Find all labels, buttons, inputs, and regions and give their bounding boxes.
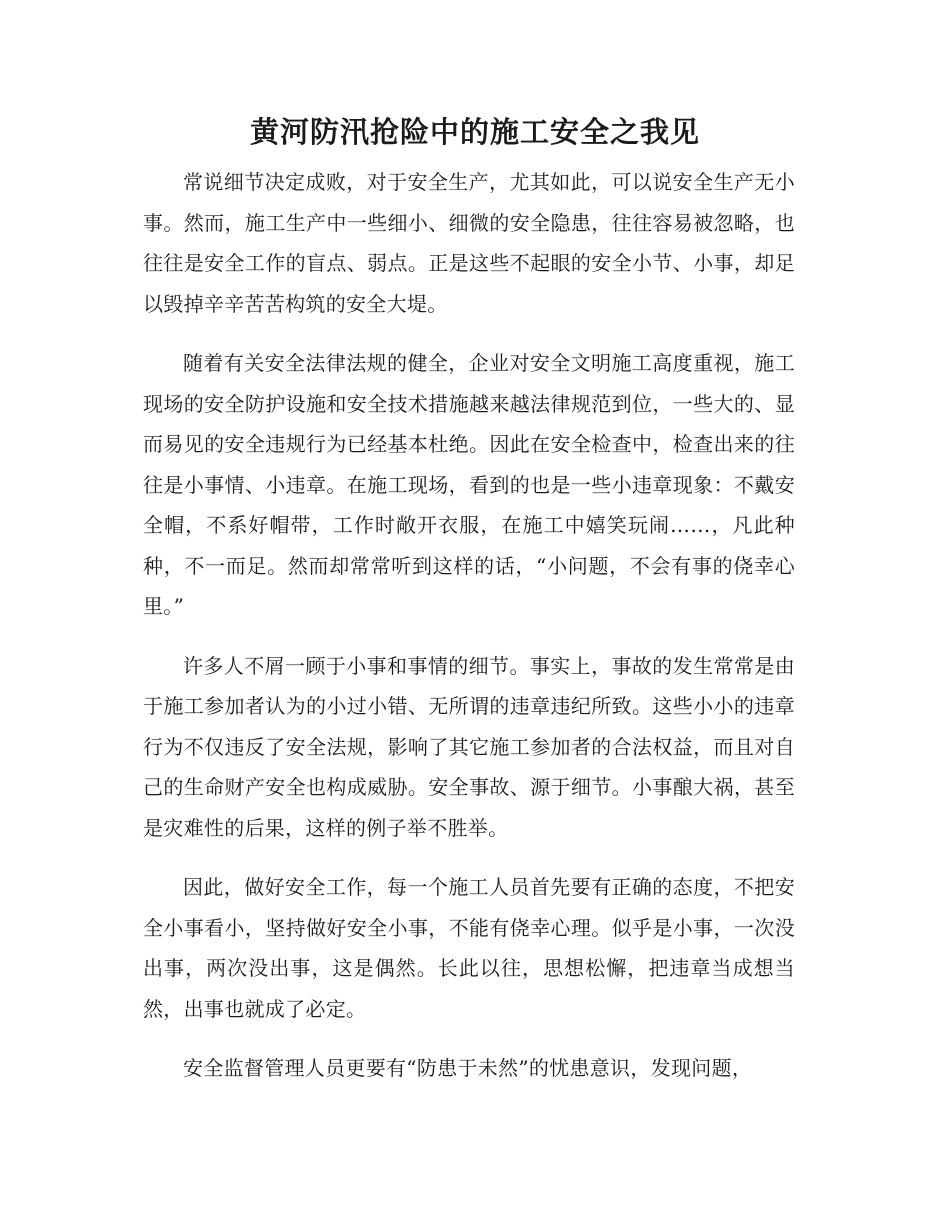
- document-title: 黄河防汛抢险中的施工安全之我见: [249, 115, 700, 149]
- paragraph: 常说细节决定成败，对于安全生产，尤其如此，可以说安全生产无小事。然而，施工生产中一些细小、细微的安全隐患，往往容易被忽略，也往往是安全工作的盲点、弱点。正是这些不起眼的安全小节、小事，却足以毁掉辛辛苦苦构筑的安全大堤。: [143, 170, 795, 316]
- paragraph: 因此，做好安全工作，每一个施工人员首先要有正确的态度，不把安全小事看小，坚持做好安全小事，不能有侥幸心理。似乎是小事，一次没出事，两次没出事，这是偶然。长此以往，思想松懈，把违章当成想当然，出事也就成了必定。: [143, 875, 795, 1021]
- paragraph: 许多人不屑一顾于小事和事情的细节。事实上，事故的发生常常是由于施工参加者认为的小过小错、无所谓的违章违纪所致。这些小小的违章行为不仅违反了安全法规，影响了其它施工参加者的合法权益，而且对自己的生命财产安全也构成威胁。安全事故、源于细节。小事酿大祸，甚至是灾难性的后果，这样的例子举不胜举。: [143, 653, 795, 840]
- paragraph: 随着有关安全法律法规的健全，企业对安全文明施工高度重视，施工现场的安全防护设施和安全技术措施越来越法律规范到位，一些大的、显而易见的安全违规行为已经基本杜绝。因此在安全检查中，检查出来的往往是小事情、小违章。在施工现场，看到的也是一些小违章现象：不戴安全帽，不系好帽带，工作时敞开衣服，在施工中嬉笑玩闹……，凡此种种，不一而足。然而却常常听到这样的话，“小问题，不会有事的侥幸心里。”: [143, 351, 795, 618]
- paragraph: 安全监督管理人员更要有“防患于未然”的忧患意识，发现问题，: [183, 1056, 753, 1080]
- document-body: [143, 162, 795, 1108]
